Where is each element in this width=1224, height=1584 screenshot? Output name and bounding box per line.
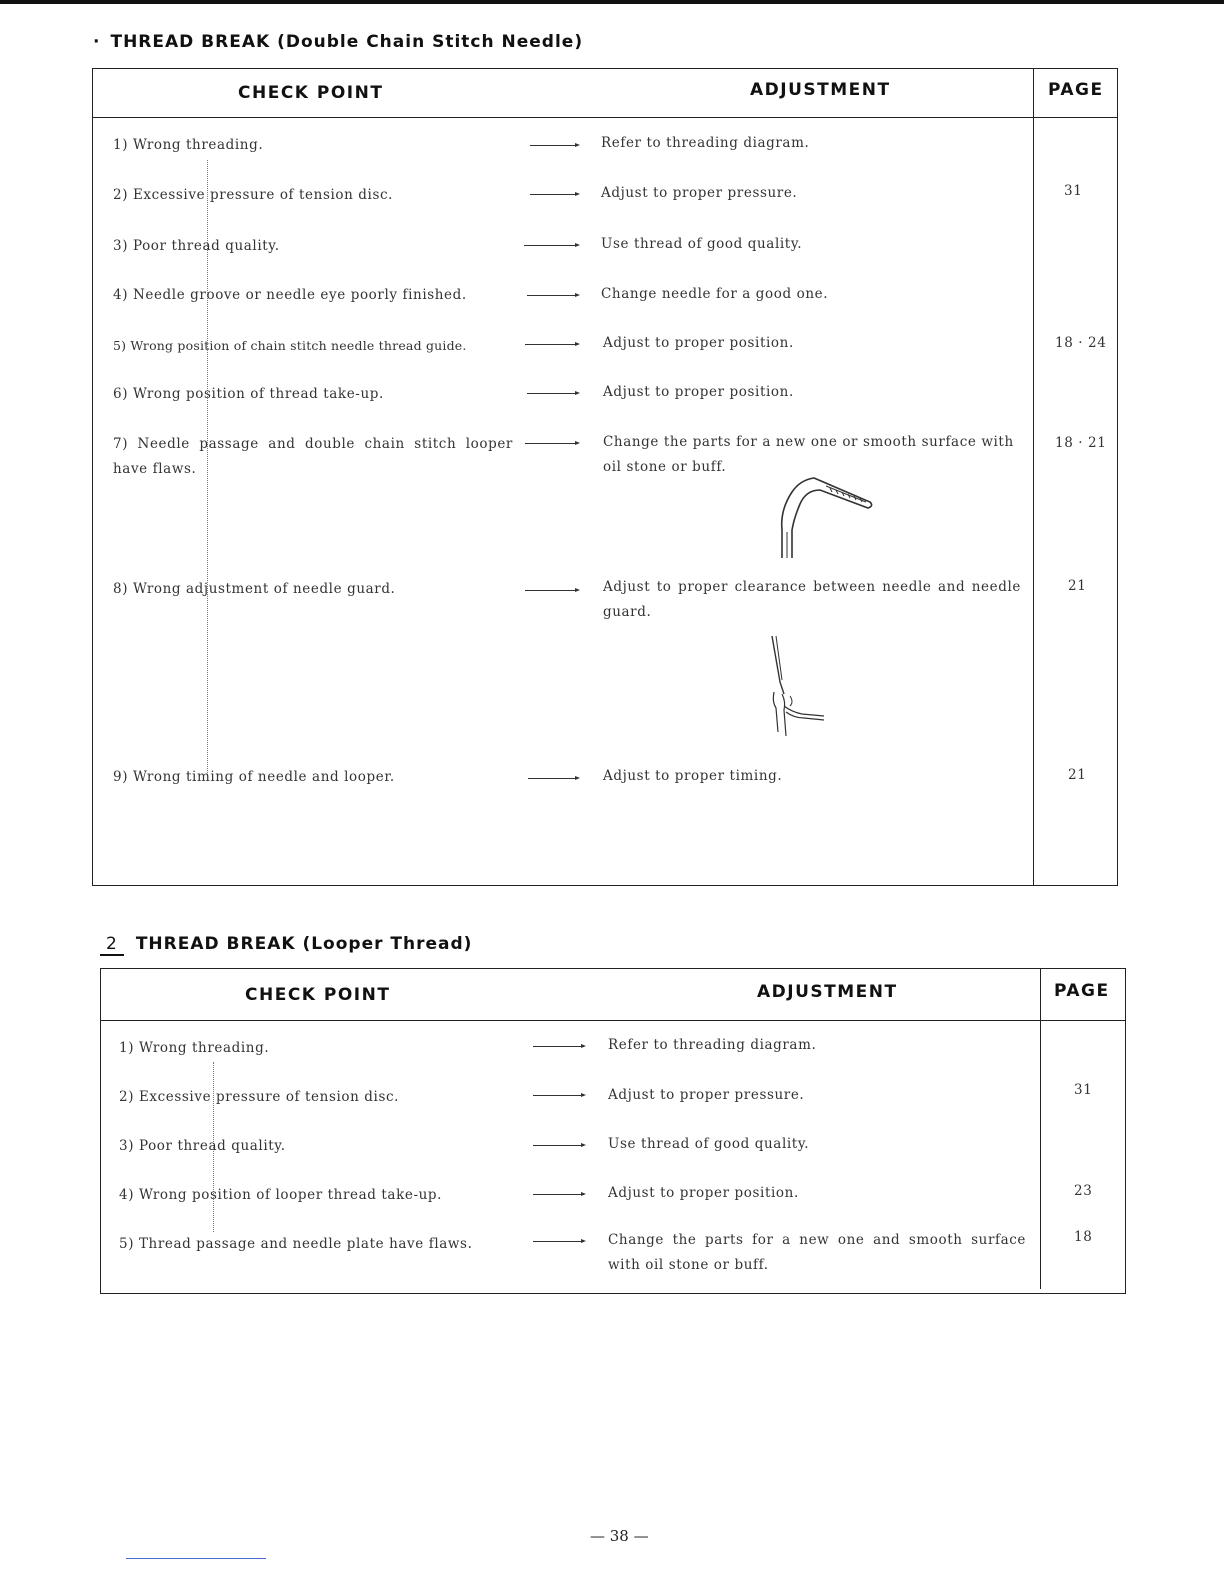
section1-row7-arrow: [525, 443, 578, 444]
section1-row6-check: 6) Wrong position of thread take-up.: [113, 386, 384, 402]
section1-row1-check: 1) Wrong threading.: [113, 137, 264, 153]
section2-page-divider: [1040, 968, 1041, 1289]
section1-header-check: CHECK POINT: [238, 83, 384, 103]
section1-row8-arrow: [525, 590, 578, 591]
section1-row3-arrow: [524, 245, 578, 246]
section2-row5-adjust: Change the parts for a new one and smooth surface with oil stone or buff.: [608, 1232, 1026, 1273]
section1-row5-check: 5) Wrong position of chain stitch needle thread guide.: [113, 338, 467, 353]
section2-row2-check: 2) Excessive pressure of tension disc.: [119, 1089, 400, 1105]
section1-header-adjust: ADJUSTMENT: [750, 80, 891, 100]
section1-row9-check: 9) Wrong timing of needle and looper.: [113, 769, 395, 785]
section1-row3-check: 3) Poor thread quality.: [113, 238, 280, 254]
section2-row5-arrow: [533, 1241, 584, 1242]
section1-row7-adjust: Change the parts for a new one or smooth surface with oil stone or buff.: [603, 434, 1014, 475]
section2-row3-adjust: Use thread of good quality.: [608, 1136, 810, 1152]
section2-header-check: CHECK POINT: [245, 985, 391, 1005]
section1-row5-page: 18 · 24: [1055, 335, 1107, 351]
section1-row8-check: 8) Wrong adjustment of needle guard.: [113, 581, 396, 597]
section2-row4-check: 4) Wrong position of looper thread take-up.: [119, 1187, 443, 1203]
section2-row1-check: 1) Wrong threading.: [119, 1040, 270, 1056]
section2-row1-arrow: [533, 1046, 584, 1047]
looper-illustration: [770, 470, 890, 562]
section1-row8-page: 21: [1068, 578, 1087, 594]
section1-title-text: THREAD BREAK (Double Chain Stitch Needle): [110, 32, 584, 52]
section2-row5-page: 18: [1074, 1229, 1093, 1245]
section1-header-rule: [92, 117, 1118, 118]
section1-row9-page: 21: [1068, 767, 1087, 783]
section2-row5-check: 5) Thread passage and needle plate have flaws.: [119, 1236, 473, 1252]
section1-header-page: PAGE: [1048, 80, 1104, 100]
section1-row3-adjust: Use thread of good quality.: [601, 236, 803, 252]
section1-row6-arrow: [527, 393, 578, 394]
section2-row3-arrow: [533, 1145, 584, 1146]
page-number: — 38 —: [590, 1527, 649, 1545]
section2-row2-page: 31: [1074, 1082, 1093, 1098]
section1-row6-adjust: Adjust to proper position.: [603, 384, 794, 400]
section1-row5-adjust: Adjust to proper position.: [603, 335, 794, 351]
section2-number: 2: [100, 934, 124, 956]
section2-row1-adjust: Refer to threading diagram.: [608, 1037, 817, 1053]
section1-row5-arrow: [525, 344, 578, 345]
section1-bullet: ·: [93, 32, 101, 52]
section2-row4-adjust: Adjust to proper position.: [608, 1185, 799, 1201]
section1-row9-arrow: [528, 778, 578, 779]
section1-row1-arrow: [530, 145, 578, 146]
section1-row4-arrow: [527, 295, 578, 296]
section2-row4-page: 23: [1074, 1183, 1093, 1199]
section1-page-divider: [1033, 68, 1034, 886]
top-border: [0, 0, 1224, 4]
footer-rule: [126, 1558, 266, 1559]
section2-row2-arrow: [533, 1095, 584, 1096]
section1-row2-adjust: Adjust to proper pressure.: [601, 185, 798, 201]
section1-row8-adjust: Adjust to proper clearance between needle and needle guard.: [603, 579, 1021, 620]
section2-header-page: PAGE: [1054, 981, 1110, 1001]
section2-title-text: THREAD BREAK (Looper Thread): [135, 934, 473, 954]
section1-row7-check: 7) Needle passage and double chain stitch looper have flaws.: [113, 436, 513, 477]
section1-row9-adjust: Adjust to proper timing.: [603, 768, 783, 784]
section1-row2-check: 2) Excessive pressure of tension disc.: [113, 187, 394, 203]
section1-title: [93, 32, 583, 52]
section2-header-rule: [100, 1020, 1126, 1021]
section2-row2-adjust: Adjust to proper pressure.: [608, 1087, 805, 1103]
section2-row4-arrow: [533, 1194, 584, 1195]
section1-row1-adjust: Refer to threading diagram.: [601, 135, 810, 151]
section1-row2-page: 31: [1064, 183, 1083, 199]
section1-row4-adjust: Change needle for a good one.: [601, 286, 829, 302]
section1-row2-arrow: [530, 194, 578, 195]
needle-guard-illustration: [762, 632, 832, 742]
section2-row3-check: 3) Poor thread quality.: [119, 1138, 286, 1154]
section1-row7-page: 18 · 21: [1055, 435, 1107, 451]
section1-row4-check: 4) Needle groove or needle eye poorly finished.: [113, 287, 467, 303]
section2-header-adjust: ADJUSTMENT: [757, 982, 898, 1002]
section2-title: [100, 934, 472, 956]
